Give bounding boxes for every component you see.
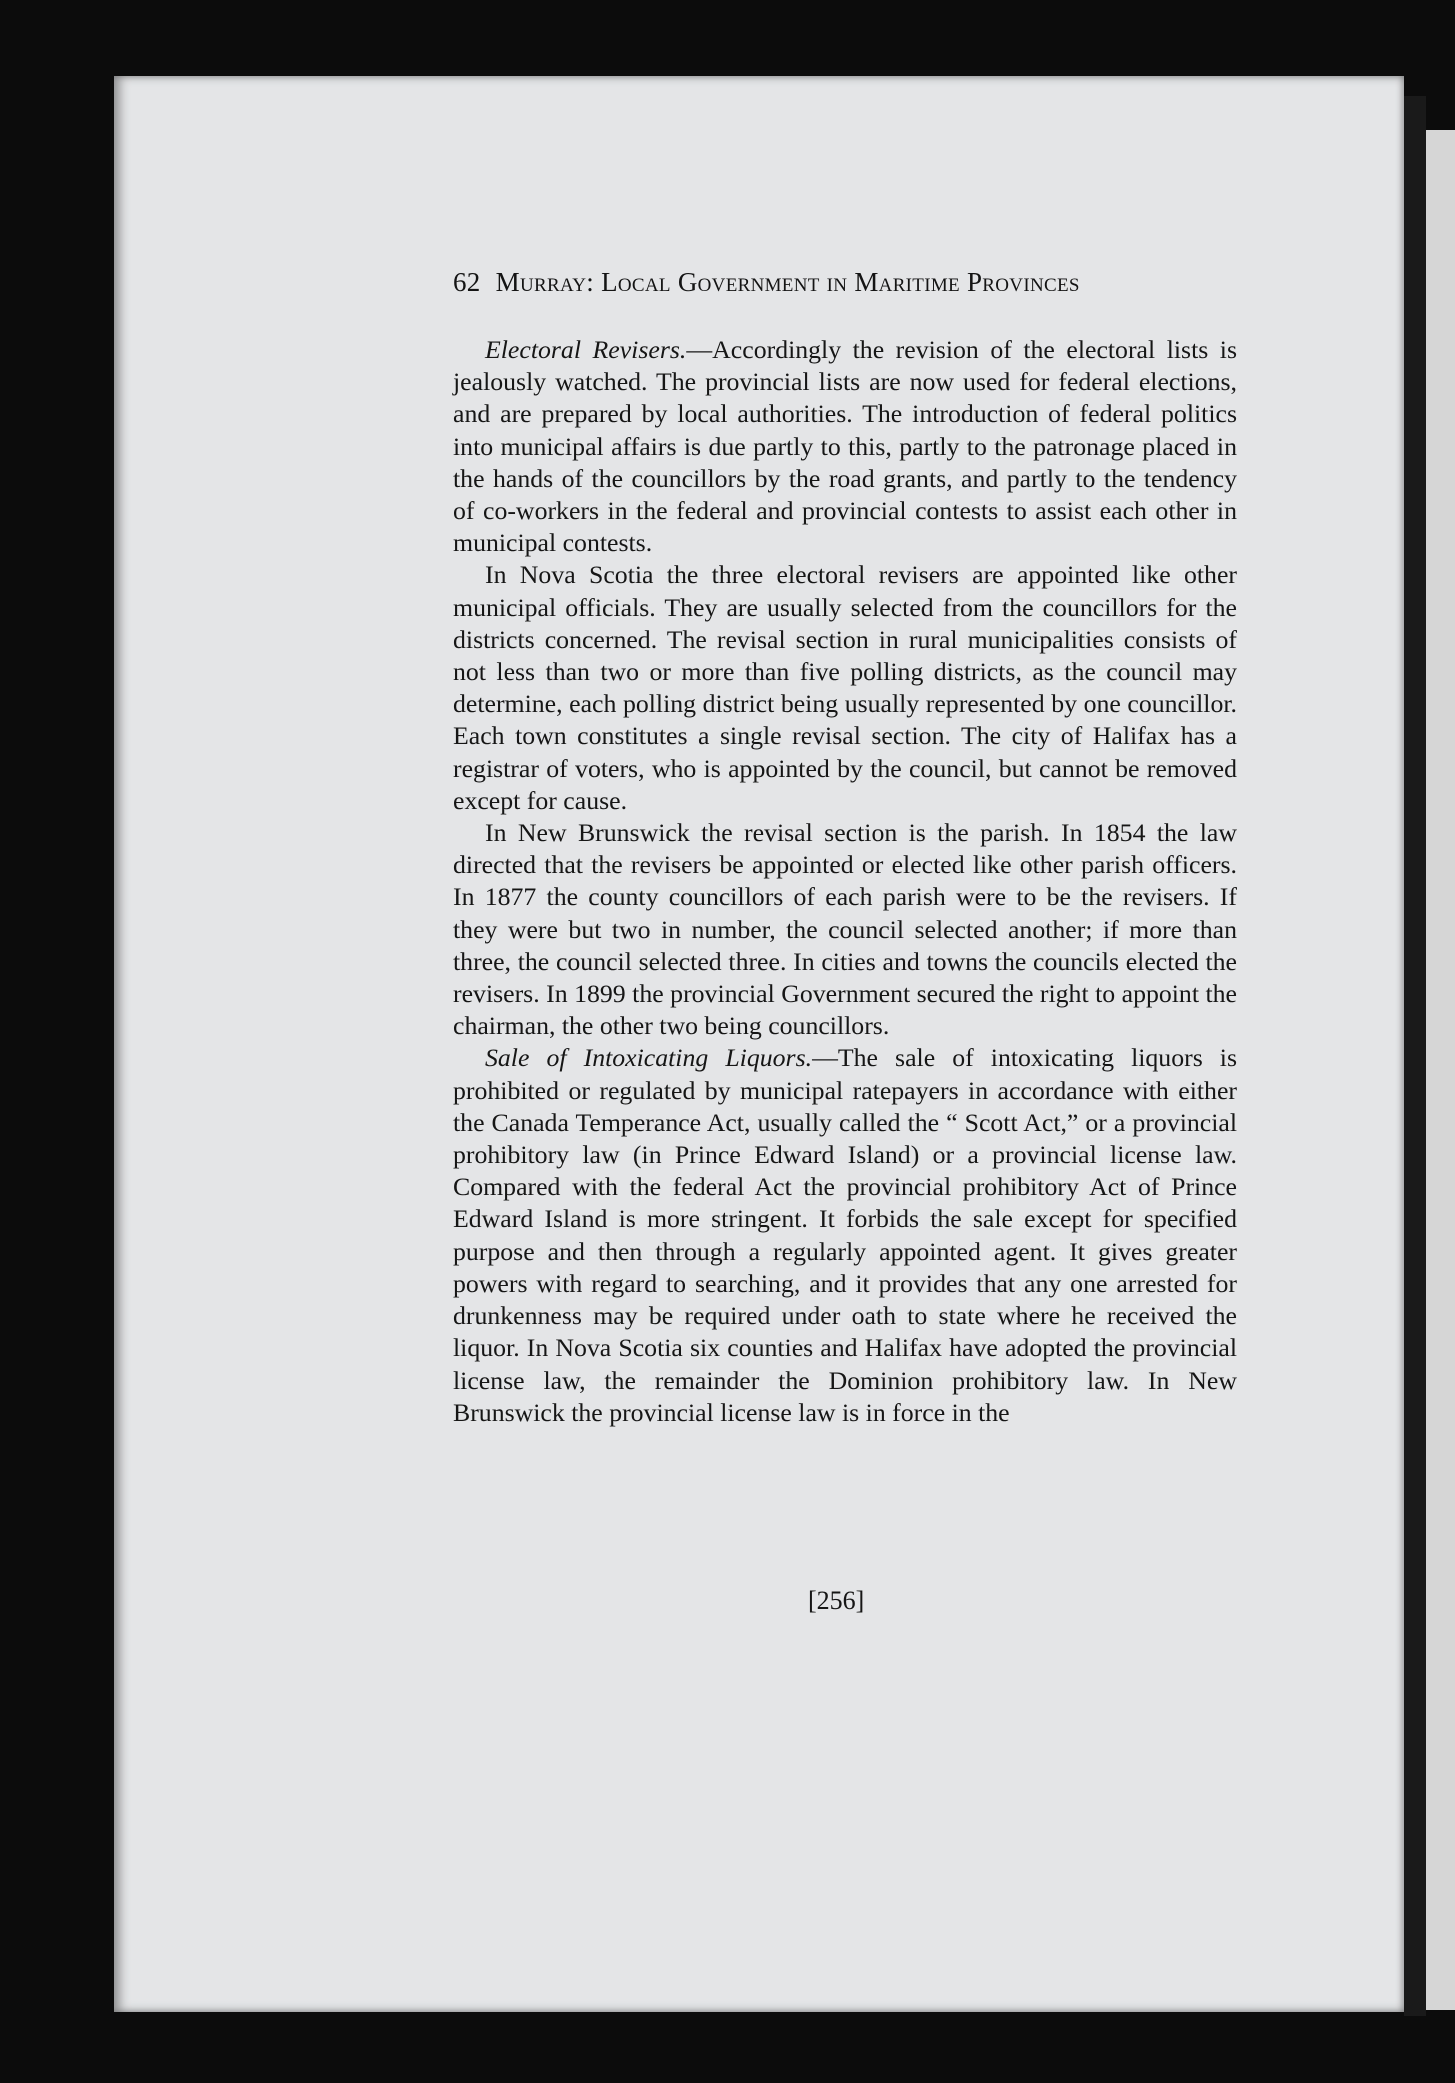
paragraph-text: In Nova Scotia the three electoral revisers are appointed like other municipal officials. They are usually selected from the councillors for the districts concerned. The revisal section in rural municipalities consists of not less than two or more than five polling districts, as the council may determine, each polling district being usually represented by one councillor. Each town constitutes a single revisal section. The city of Halifax has a registrar of voters, who is appointed by the council, but cannot be removed except for cause. (453, 560, 1237, 815)
section-heading: Sale of Intoxicating Liquors. (485, 1043, 813, 1073)
body-text (453, 334, 1237, 1429)
paragraph-text: —Accordingly the revision of the electoral lists is jealously watched. The provincial lists are now used for federal elections, and are prepared by local authorities. The introduction of federal politics into municipal affairs is due partly to this, partly to the patronage placed in the hands of the councillors by the road grants, and partly to the tendency of co-workers in the federal and provincial contests to assist each other in municipal contests. (453, 335, 1238, 558)
adjacent-page-edge (1426, 130, 1455, 2010)
page-gutter-shadow (1404, 96, 1426, 2016)
paragraph-nova-scotia (453, 559, 1237, 817)
page-number: 62 (453, 267, 481, 297)
paragraph-intoxicating-liquors (453, 1042, 1237, 1428)
paragraph-text: —The sale of intoxicating liquors is prohibited or regulated by municipal ratepayers in accordance with either the Canada Temperance Act, usually called the “ Scott Act,” or a provincial prohibitory law (in Prince Edward Island) or a provincial license law. Compared with the federal Act the provincial prohibitory Act of Prince Edward Island is more stringent. It forbids the sale except for specified purpose and then through a regularly appointed agent. It gives greater powers with regard to searching, and it provides that any one arrested for drunkenness may be required under oath to state where he received the liquor. In Nova Scotia six counties and Halifax have adopted the provincial license law, the remainder the Dominion prohibitory law. In New Brunswick the provincial license law is in force in the (453, 1043, 1238, 1427)
paragraph-new-brunswick (453, 817, 1237, 1042)
paragraph-text: In New Brunswick the revisal section is the parish. In 1854 the law directed that the revisers be appointed or elected like other parish officers. In 1877 the county councillors of each parish were to be the revisers. If they were but two in number, the council selected another; if more than three, the council selected three. In cities and towns the councils elected the revisers. In 1899 the provincial Government secured the right to appoint the chairman, the other two being councillors. (453, 818, 1237, 1041)
section-heading: Electoral Revisers. (485, 335, 687, 364)
running-title: Murray: Local Government in Maritime Provinces (495, 267, 1080, 297)
paragraph-electoral-revisers (453, 334, 1237, 559)
folio: [256] (808, 1586, 865, 1615)
running-header (453, 267, 1223, 298)
